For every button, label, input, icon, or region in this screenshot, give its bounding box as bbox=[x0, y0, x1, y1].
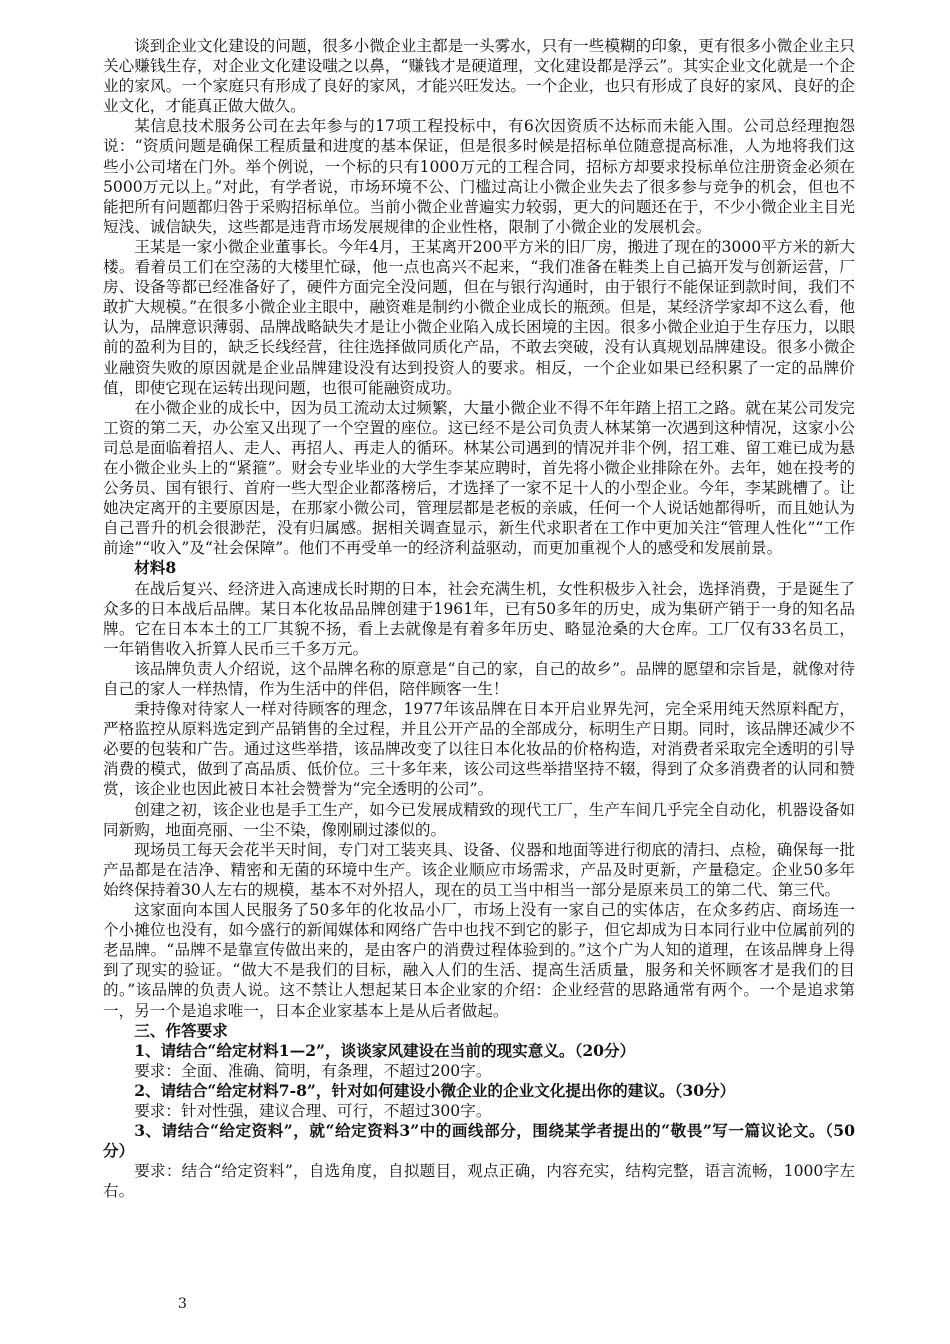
paragraph-m8-3: 秉持像对待家人一样对待顾客的理念，1977年该品牌在日本开启业界先河，完全采用纯天然原料配方，严格监控从原料选定到产品销售的全过程，并且公开产品的全部成分，标明生产日期。同时，该品牌还减少不必要的包装和广告。通过这些举措，该品牌改变了以往日本化妆品的价格构造，对消费者采取完全透明的引导消费的模式，做到了高品质、低价位。三十多年来，该公司这些举措坚持不辍，得到了众多消费者的认同和赞赏，该企业也因此被日本社会赞誉为“完全透明的公司”。 bbox=[103, 700, 855, 799]
question-2: 2、请结合“给定材料7-8”，针对如何建设小微企业的企业文化提出你的建议。（30分） bbox=[134, 1080, 736, 1100]
paragraph-m8-4: 创建之初，该企业也是手工生产，如今已发展成精致的现代工厂，生产车间几乎完全自动化，机器设备如同新购，地面亮丽、一尘不染，像刚刷过漆似的。 bbox=[103, 800, 855, 839]
page-number: 3 bbox=[178, 1296, 187, 1312]
paragraph-m8-6: 这家面向本国人民服务了50多年的化妆品小厂，市场上没有一家自己的实体店，在众多药店、商场连一个小摊位也没有，如今盛行的新闻媒体和网络广告中也找不到它的影子，但它却成为日本同行业中位属前列的老品牌。“品牌不是靠宣传做出来的，是由客户的消费过程体验到的。”这个广为人知的道理，在该品牌身上得到了现实的验证。“做大不是我们的目标，融入人们的生活、提高生活质量，服务和关怀顾客才是我们的目的。”该品牌的负责人说。这不禁让人想起某日本企业家的介绍：企业经营的思路通常有两个。一个是追求第一，另一个是追求唯一，日本企业家基本上是从后者做起。 bbox=[103, 901, 855, 1020]
material-8-title: 材料8 bbox=[134, 558, 177, 578]
paragraph-intro-4: 在小微企业的成长中，因为员工流动太过频繁，大量小微企业不得不年年踏上招工之路。就在某公司发完工资的第二天，办公室又出现了一个空置的座位。这已经不是公司负责人林某第一次遇到这种情况，这家小公司总是面临着招人、走人、再招人、再走人的循环。林某公司遇到的情况并非个例，招工难、留工难已成为悬在小微企业头上的“紧箍”。财会专业毕业的大学生李某应聘时，首先将小微企业排除在外。去年，她在投考的公务员、国有银行、首府一些大型企业都落榜后，才选择了一家不足十人的小型企业。今年，李某跳槽了。让她决定离开的主要原因是，在那家小微公司，管理层都是老板的亲戚，任何一个人说话她都得听，而且她认为自己晋升的机会很渺茫，没有归属感。据相关调查显示，新生代求职者在工作中更加关注“管理人性化”“工作前途”“收入”及“社会保障”。他们不再受单一的经济利益驱动，而更加重视个人的感受和发展前景。 bbox=[103, 398, 855, 558]
paragraph-m8-1: 在战后复兴、经济进入高速成长时期的日本，社会充满生机，女性积极步入社会，选择消费，于是诞生了众多的日本战后品牌。某日本化妆品品牌创建于1961年，已有50多年的历史，成为集研产销于一身的知名品牌。它在日本本土的工厂其貌不扬，看上去就像是有着多年历史、略显沧桑的大仓库。工厂仅有33名员工，一年销售收入折算人民币三千多万元。 bbox=[103, 579, 855, 658]
requirement-3: 要求：结合“给定资料”，自选角度，自拟题目，观点正确，内容充实，结构完整，语言流畅，1000字左右。 bbox=[103, 1162, 855, 1201]
paragraph-intro-2: 某信息技术服务公司在去年参与的17项工程投标中，有6次因资质不达标而未能入围。公司总经理抱怨说：“资质问题是确保工程质量和进度的基本保证，但是很多时候是招标单位随意提高标准，人为地将我们这些小公司堵在门外。举个例说，一个标的只有1000万元的工程合同，招标方却要求投标单位注册资金必须在5000万元以上。”对此，有学者说，市场环境不公、门槛过高让小微企业失去了很多参与竞争的机会，但也不能把所有问题都归咎于采购招标单位。当前小微企业普遍实力较弱，更大的问题还在于，不少小微企业主目光短浅、诚信缺失，这些都是违背市场发展规律的企业性格，限制了小微企业的发展机会。 bbox=[103, 117, 855, 236]
paragraph-intro-3: 王某是一家小微企业董事长。今年4月，王某离开200平方米的旧厂房，搬进了现在的3000平方米的新大楼。看着员工们在空荡的大楼里忙碌，他一点也高兴不起来，“我们准备在鞋类上自己搞开发与创新运营，厂房、设备等都已经准备好了，硬件方面完全没问题，但在与银行沟通时，由于银行不能保证到款时间，我们不敢扩大规模。”在很多小微企业主眼中，融资难是制约小微企业成长的瓶颈。但是，某经济学家却不这么看，他认为，品牌意识薄弱、品牌战略缺失才是让小微企业陷入成长困境的主因。很多小微企业迫于生存压力，以眼前的盈利为目的，缺乏长线经营，往往选择做同质化产品，不敢去突破，没有认真规划品牌建设。很多小微企业融资失败的原因就是企业品牌建设没有达到投资人的要求。相反，一个企业如果已经积累了一定的品牌价值，即使它现在运转出现问题，也很可能融资成功。 bbox=[103, 237, 855, 397]
paragraph-m8-2: 该品牌负责人介绍说，这个品牌名称的原意是“自己的家，自己的故乡”。品牌的愿望和宗旨是，就像对待自己的家人一样热情，作为生活中的伴侣，陪伴顾客一生！ bbox=[103, 659, 855, 698]
section-3-title: 三、作答要求 bbox=[134, 1020, 228, 1040]
requirement-2: 要求：针对性强，建议合理、可行，不超过300字。 bbox=[134, 1101, 492, 1120]
document-page bbox=[103, 36, 855, 1201]
paragraph-intro-1: 谈到企业文化建设的问题，很多小微企业主都是一头雾水，只有一些模糊的印象，更有很多小微企业主只关心赚钱生存，对企业文化建设嗤之以鼻，“赚钱才是硬道理，文化建设都是浮云”。其实企业文化就是一个企业的家风。一个家庭只有形成了良好的家风，才能兴旺发达。一个企业，也只有形成了良好的家风、良好的企业文化，才能真正做大做久。 bbox=[103, 37, 855, 116]
question-1: 1、请结合“给定材料1—2”，谈谈家风建设在当前的现实意义。（20分） bbox=[134, 1040, 636, 1060]
requirement-1: 要求：全面、准确、简明，有条理，不超过200字。 bbox=[134, 1061, 492, 1080]
question-3: 3、请结合“给定资料”，就“给定资料3”中的画线部分，围绕某学者提出的“敬畏”写一篇议论文。（50分） bbox=[103, 1121, 855, 1161]
paragraph-m8-5: 现场员工每天会花半天时间，专门对工装夹具、设备、仪器和地面等进行彻底的清扫、点检，确保每一批产品都是在洁净、精密和无菌的环境中生产。该企业顺应市场需求，产品及时更新，产量稳定。企业50多年始终保持着30人左右的规模，基本不对外招人，现在的员工当中相当一部分是原来员工的第二代、第三代。 bbox=[103, 840, 855, 899]
